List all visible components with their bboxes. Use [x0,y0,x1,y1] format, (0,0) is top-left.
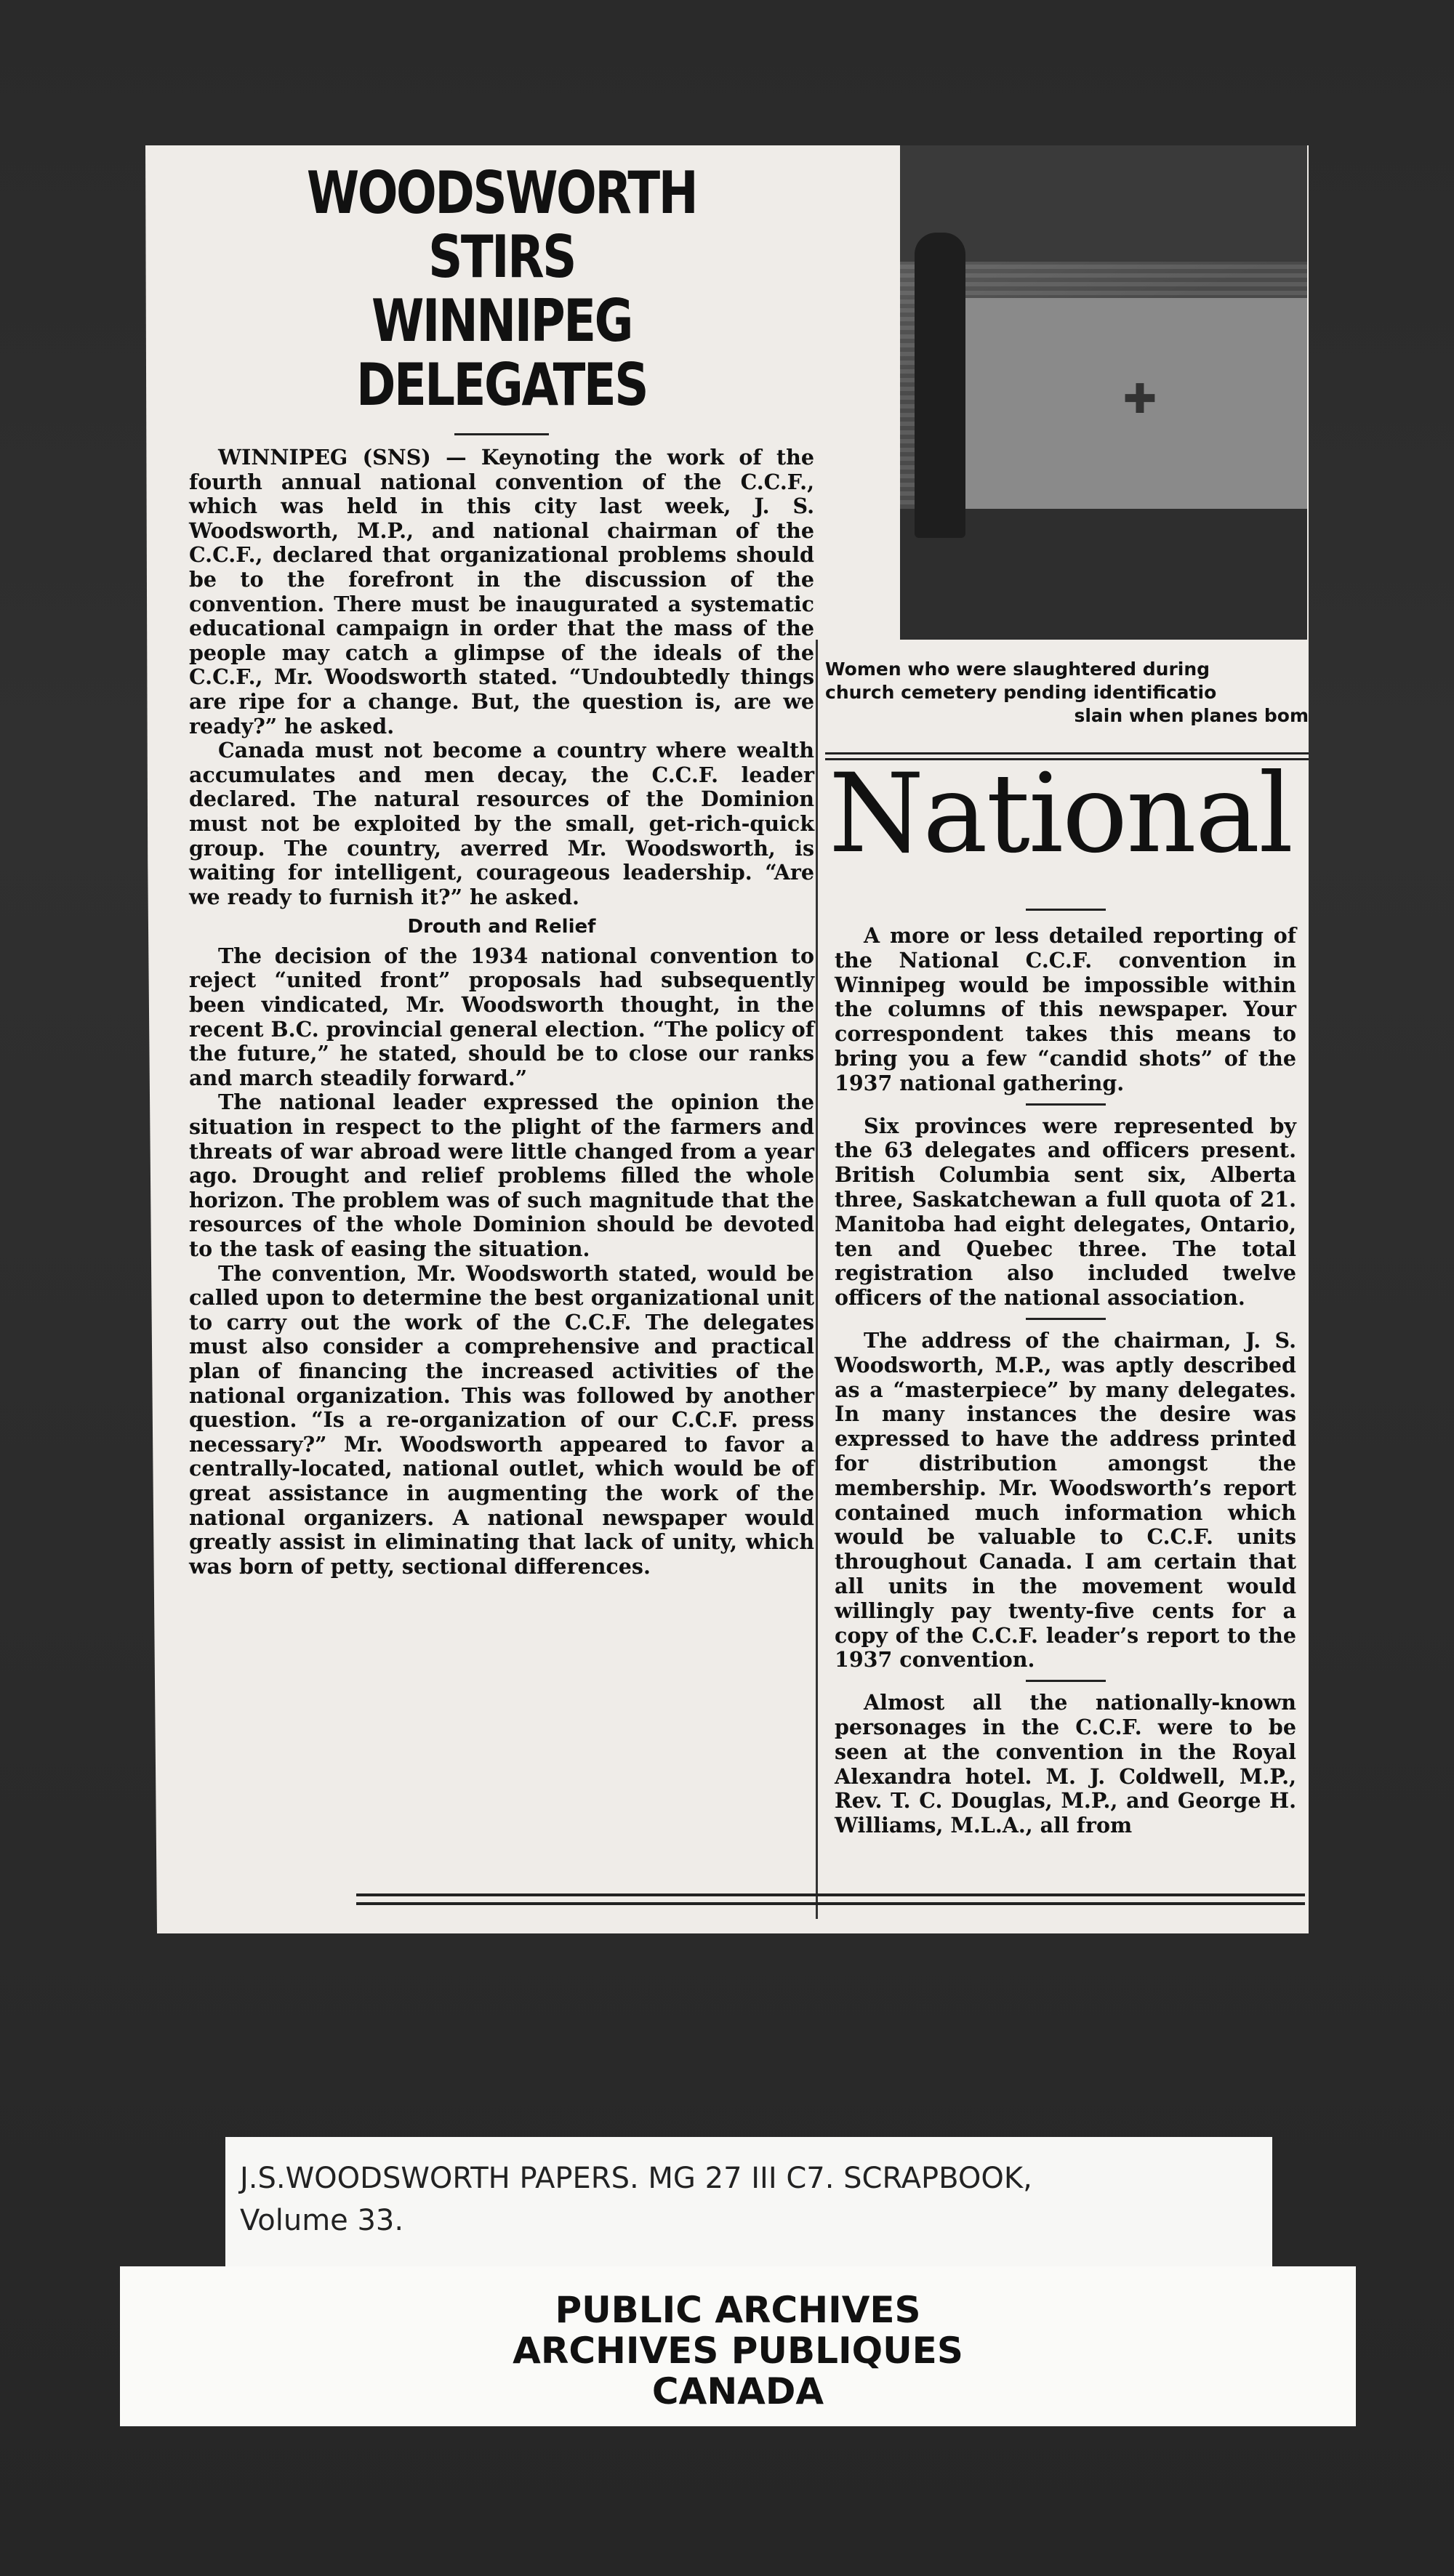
article-paragraph: The convention, Mr. Woodsworth stated, would be called upon to determine the best organizational unit to carry out the work of the C.C.F. The delegates must also consider a comprehensive and practical plan of financing the increased activities of the national organization. This was followed by another question. “Is a re-organization of our C.C.F. press necessary?” Mr. Woodsworth appeared to favor a centrally-located, national outlet, which would be of great assistance in augmenting the work of the national organizers. A national newspaper would greatly assist in eliminating that lack of unity, which was born of petty, sectional differences. [189,1260,814,1579]
caption-line: Women who were slaughtered during [825,659,1210,680]
photo-caption [825,658,1309,728]
cross-icon: ✚ [1122,376,1157,423]
article-paragraph: The address of the chairman, J. S. Woodsworth, M.P., was aptly described as a “masterpiece” by many delegates. In many instances the desire was expressed to have the address printed for distribution amongst the membership. Mr. Woodsworth’s report contained much information which would be valuable to C.C.F. units throughout Canada. I am certain that all units in the movement would willingly pay twenty-five cents for a copy of the C.C.F. leader’s report to the 1937 convention. [835,1327,1296,1673]
article-woodsworth [189,153,814,1883]
bottom-rule [356,1893,1305,1896]
article-paragraph: The national leader expressed the opinion the situation in respect to the plight of the farmers and threats of war abroad were little changed from a year ago. Drought and relief problems filled the whole horizon. The problem was of such magnitude that the resources of the whole Dominion should be devoted to the task of easing the situation. [189,1090,814,1261]
article-paragraph: Almost all the nationally-known personages in the C.C.F. were to be seen at the convention in the Royal Alexandra hotel. M. J. Coldwell, M.P., Rev. T. C. Douglas, M.P., and George H. Williams, M.L.A., all from [835,1690,1296,1838]
article-paragraph: WINNIPEG (SNS) — Keynoting the work of the fourth annual national convention of the C.C.F., which was held in this city last week, J. S. Woodsworth, M.P., and national chairman of the C.C.F., declared that organizational problems should be to the forefront in the discussion of the convention. There must be inaugurated a systematic educational campaign in order that the mass of the people may catch a glimpse of the ideals of the C.C.F., Mr. Woodsworth stated. “Undoubtedly things are ripe for a change. But, the question is, are we ready?” he asked. [189,445,814,738]
paragraph-divider [1026,1680,1106,1682]
archives-stamp [120,2266,1356,2426]
photo-figure [915,233,965,538]
article-national [835,909,1296,1838]
article-paragraph: The decision of the 1934 national convention to reject “united front” proposals had subsequently been vindicated, Mr. Woodsworth thought, in the recent B.C. provincial general election. “The policy of the future,” he stated, should be to close our ranks and march steadily forward.” [189,943,814,1090]
article-headline: WOODSWORTH STIRS WINNIPEG DELEGATES [306,159,697,419]
national-headline: National [829,752,1293,876]
paragraph-divider [1026,1103,1106,1106]
archives-stamp-line: ARCHIVES PUBLIQUES [513,2330,963,2372]
article-subhead: Drouth and Relief [407,916,596,938]
archive-label-line: J.S.WOODSWORTH PAPERS. MG 27 III C7. SCRAPBOOK, [240,2162,1032,2195]
caption-line: slain when planes bom [1074,705,1309,726]
headline-divider [454,433,549,435]
archive-label [240,2157,1258,2242]
article-body [835,924,1296,1838]
photo-margin [816,145,900,640]
article-paragraph: Six provinces were represented by the 63 delegates and officers present. British Columbia sent six, Alberta three, Saskatchewan a full quota of 21. Manitoba had eight delegates, Ontario, ten and Quebec three. The total registration also included twelve officers of the national association. [835,1113,1296,1311]
paragraph-divider [1026,909,1106,911]
caption-line: church cemetery pending identificatio [825,682,1217,703]
article-body [189,446,814,1579]
archive-label-line: Volume 33. [240,2204,404,2237]
archives-stamp-line: CANADA [651,2370,824,2412]
bottom-rule [356,1902,1305,1905]
article-paragraph: A more or less detailed reporting of the National C.C.F. convention in Winnipeg would be impossible within the columns of this newspaper. Your correspondent takes this means to bring you a few “candid shots” of the 1937 national gathering. [835,923,1296,1095]
archives-stamp-line: PUBLIC ARCHIVES [555,2289,921,2331]
paragraph-divider [1026,1318,1106,1320]
news-photo [900,145,1307,640]
article-paragraph: Canada must not become a country where wealth accumulates and men decay, the C.C.F. leader declared. The natural resources of the Dominion must not be exploited by the small, get-rich-quick group. The country, averred Mr. Woodsworth, is waiting for intelligent, courageous leadership. “Are we ready to furnish it?” he asked. [189,738,814,909]
